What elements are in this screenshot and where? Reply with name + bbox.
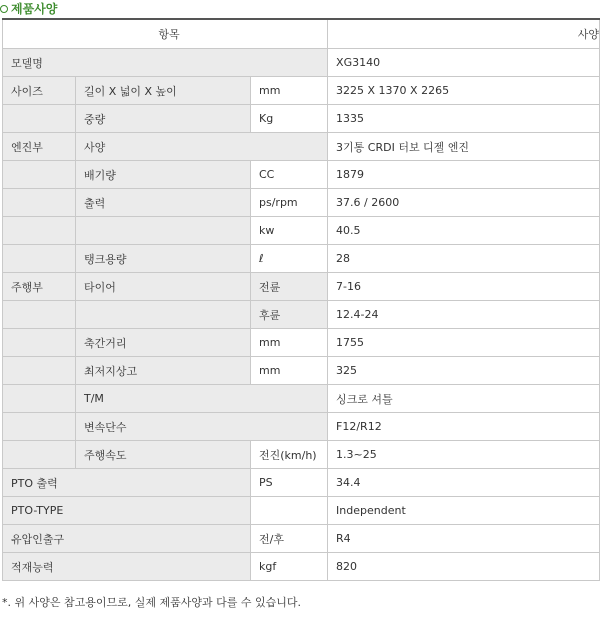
table-row	[3, 105, 600, 133]
row-label: PTO-TYPE	[3, 497, 251, 525]
row-value: 1335	[328, 105, 600, 133]
table-row	[3, 525, 600, 553]
row-label: 최저지상고	[76, 357, 251, 385]
row-label: 모델명	[3, 49, 328, 77]
header-spec: 사양	[328, 19, 600, 49]
row-label: 축간거리	[76, 329, 251, 357]
table-row	[3, 469, 600, 497]
row-label: 주행속도	[76, 441, 251, 469]
row-label: 탱크용량	[76, 245, 251, 273]
row-value: R4	[328, 525, 600, 553]
table-row	[3, 273, 600, 301]
row-label: 중량	[76, 105, 251, 133]
table-row	[3, 217, 600, 245]
row-category-empty	[3, 105, 76, 133]
row-category: 사이즈	[3, 77, 76, 105]
circle-bullet-icon	[0, 5, 8, 13]
row-category-empty	[3, 301, 76, 329]
table-row	[3, 413, 600, 441]
row-unit: 후륜	[251, 301, 328, 329]
row-value: Independent	[328, 497, 600, 525]
row-label: 변속단수	[76, 413, 328, 441]
row-value: 3기통 CRDI 터보 디젤 엔진	[328, 133, 600, 161]
row-category-empty	[3, 357, 76, 385]
row-unit: mm	[251, 329, 328, 357]
row-label: 타이어	[76, 273, 251, 301]
table-row	[3, 329, 600, 357]
section-title-text: 제품사양	[11, 2, 58, 16]
row-label-empty	[76, 301, 251, 329]
row-label: 적재능력	[3, 553, 251, 581]
table-row	[3, 161, 600, 189]
row-unit: mm	[251, 357, 328, 385]
table-row	[3, 189, 600, 217]
row-value: 1879	[328, 161, 600, 189]
row-unit: kw	[251, 217, 328, 245]
row-category-empty	[3, 385, 76, 413]
row-unit: Kg	[251, 105, 328, 133]
row-unit: 전/후	[251, 525, 328, 553]
row-value: XG3140	[328, 49, 600, 77]
row-unit: 전륜	[251, 273, 328, 301]
row-label: 배기량	[76, 161, 251, 189]
row-value: F12/R12	[328, 413, 600, 441]
table-row	[3, 77, 600, 105]
row-category-empty	[3, 245, 76, 273]
row-category-empty	[3, 161, 76, 189]
row-label-empty	[76, 217, 251, 245]
table-row	[3, 49, 600, 77]
row-label: 유압인출구	[3, 525, 251, 553]
row-value: 1755	[328, 329, 600, 357]
table-header-row	[3, 19, 600, 49]
row-label: T/M	[76, 385, 328, 413]
table-row	[3, 553, 600, 581]
table-row	[3, 245, 600, 273]
disclaimer-note: *. 위 사양은 참고용이므로, 실제 제품사양과 다를 수 있습니다.	[2, 596, 301, 609]
row-category-empty	[3, 189, 76, 217]
row-value: 820	[328, 553, 600, 581]
row-category: 엔진부	[3, 133, 76, 161]
row-value: 싱크로 셔틀	[328, 385, 600, 413]
row-unit: 전진(km/h)	[251, 441, 328, 469]
row-label: 사양	[76, 133, 328, 161]
row-label: 길이 X 넓이 X 높이	[76, 77, 251, 105]
row-unit: mm	[251, 77, 328, 105]
row-value: 37.6 / 2600	[328, 189, 600, 217]
row-value: 28	[328, 245, 600, 273]
row-unit: ℓ	[251, 245, 328, 273]
row-category-empty	[3, 413, 76, 441]
table-row	[3, 357, 600, 385]
table-row	[3, 301, 600, 329]
row-value: 40.5	[328, 217, 600, 245]
row-category-empty	[3, 217, 76, 245]
row-value: 7-16	[328, 273, 600, 301]
row-label: 출력	[76, 189, 251, 217]
row-label: PTO 출력	[3, 469, 251, 497]
section-title	[0, 0, 57, 18]
table-row	[3, 441, 600, 469]
table-row	[3, 497, 600, 525]
row-value: 3225 X 1370 X 2265	[328, 77, 600, 105]
table-row	[3, 133, 600, 161]
row-unit: kgf	[251, 553, 328, 581]
row-category-empty	[3, 329, 76, 357]
row-unit: CC	[251, 161, 328, 189]
spec-table	[2, 18, 600, 581]
row-value: 1.3~25	[328, 441, 600, 469]
row-unit: ps/rpm	[251, 189, 328, 217]
row-unit: PS	[251, 469, 328, 497]
row-value: 12.4-24	[328, 301, 600, 329]
table-row	[3, 385, 600, 413]
row-value: 325	[328, 357, 600, 385]
row-unit-empty	[251, 497, 328, 525]
header-item: 항목	[3, 19, 328, 49]
row-category: 주행부	[3, 273, 76, 301]
row-value: 34.4	[328, 469, 600, 497]
row-category-empty	[3, 441, 76, 469]
